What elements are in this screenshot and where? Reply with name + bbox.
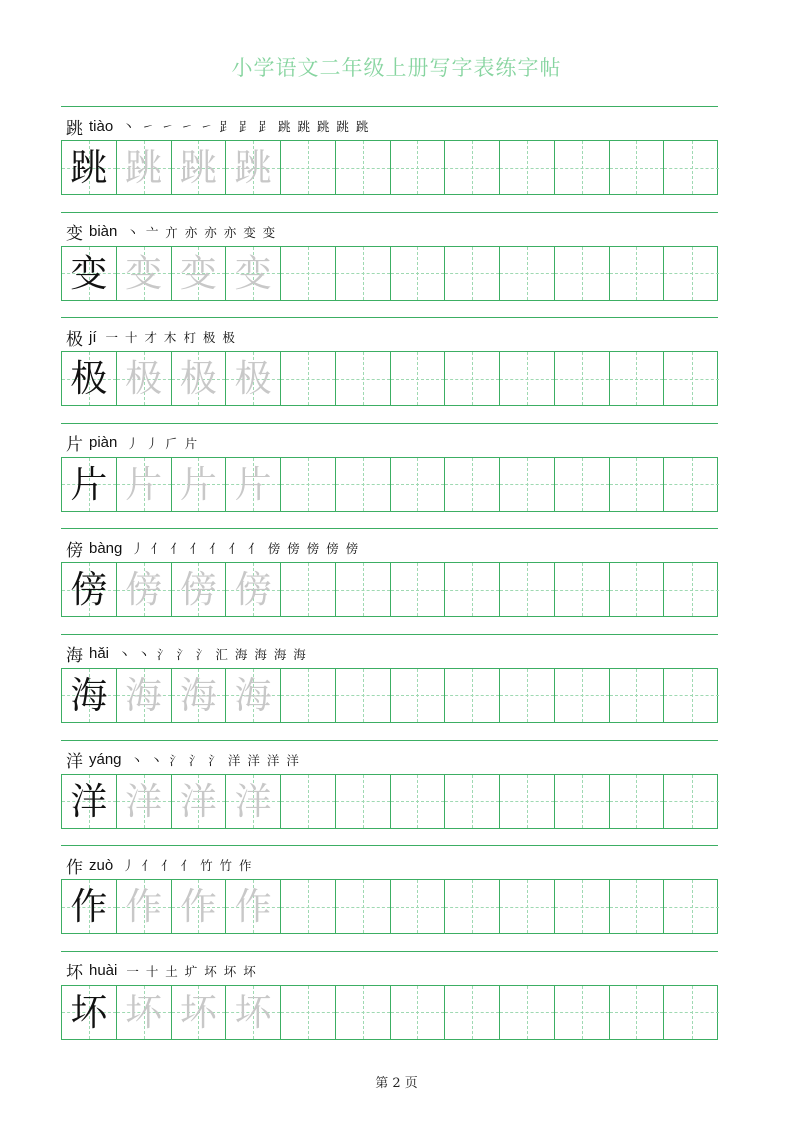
- model-cell: [226, 247, 281, 300]
- pinyin: tiào: [89, 117, 114, 135]
- practice-cell[interactable]: [664, 352, 719, 405]
- trace-character: 极: [125, 357, 163, 401]
- practice-row: [61, 106, 718, 212]
- model-cell: [117, 247, 172, 300]
- model-cell: [226, 563, 281, 616]
- practice-cell[interactable]: [336, 563, 391, 616]
- model-cell: [226, 141, 281, 194]
- practice-row: [61, 845, 718, 951]
- practice-cell[interactable]: [664, 880, 719, 933]
- row-divider: [61, 212, 718, 213]
- trace-character: 洋: [234, 779, 272, 823]
- row-header: [66, 959, 257, 983]
- model-cell: [62, 669, 117, 722]
- trace-character: 跳: [125, 146, 163, 189]
- row-divider: [61, 740, 718, 741]
- practice-cell[interactable]: [610, 986, 665, 1039]
- practice-cell[interactable]: [336, 352, 391, 405]
- practice-cell[interactable]: [391, 563, 446, 616]
- row-header: [66, 325, 236, 349]
- practice-cell[interactable]: [610, 458, 665, 511]
- practice-cell[interactable]: [500, 986, 555, 1039]
- practice-cell[interactable]: [336, 880, 391, 933]
- model-cell: [226, 458, 281, 511]
- model-cell: [226, 775, 281, 828]
- practice-cell[interactable]: [445, 458, 500, 511]
- writing-grid: [61, 774, 718, 829]
- practice-row: [61, 740, 718, 846]
- model-cell: [62, 352, 117, 405]
- practice-cell[interactable]: [555, 986, 610, 1039]
- model-character: 变: [70, 251, 108, 295]
- header-character: 作: [66, 857, 83, 878]
- model-cell: [117, 141, 172, 194]
- pinyin: piàn: [89, 434, 118, 452]
- row-header: [66, 642, 307, 666]
- model-cell: [172, 669, 227, 722]
- practice-cell[interactable]: [555, 458, 610, 511]
- practice-cell[interactable]: [391, 141, 446, 194]
- practice-cell[interactable]: [281, 775, 336, 828]
- pinyin: zuò: [89, 856, 114, 874]
- stroke-order: 一 十 才 木 朾 极 极: [105, 330, 237, 346]
- practice-cell[interactable]: [336, 247, 391, 300]
- trace-character: 作: [125, 885, 163, 929]
- row-header: [66, 431, 199, 455]
- model-character: 洋: [70, 779, 108, 823]
- row-divider: [61, 845, 718, 846]
- writing-grid: [61, 351, 718, 406]
- row-header: [66, 220, 277, 244]
- trace-character: 跳: [179, 146, 217, 189]
- writing-grid: [61, 457, 718, 512]
- model-cell: [62, 247, 117, 300]
- practice-cell[interactable]: [445, 247, 500, 300]
- writing-grid: [61, 562, 718, 617]
- model-character: 片: [70, 462, 108, 506]
- header-character: 变: [66, 224, 83, 245]
- practice-cell[interactable]: [664, 986, 719, 1039]
- stroke-order: 丶 亠 亣 亦 亦 亦 变 变: [126, 224, 277, 240]
- practice-cell[interactable]: [281, 141, 336, 194]
- row-header: [66, 536, 360, 560]
- practice-rows: [61, 106, 718, 1056]
- pinyin: bàng: [89, 539, 123, 557]
- model-cell: [172, 563, 227, 616]
- practice-cell[interactable]: [391, 986, 446, 1039]
- practice-cell[interactable]: [445, 775, 500, 828]
- row-divider: [61, 423, 718, 424]
- row-divider: [61, 951, 718, 952]
- stroke-order: 丿 丿 𠂆 片: [126, 435, 199, 451]
- practice-cell[interactable]: [555, 563, 610, 616]
- practice-cell[interactable]: [281, 458, 336, 511]
- practice-row: [61, 951, 718, 1057]
- model-cell: [226, 880, 281, 933]
- model-cell: [226, 986, 281, 1039]
- model-cell: [172, 775, 227, 828]
- model-character: 作: [70, 885, 108, 929]
- row-divider: [61, 106, 718, 107]
- pinyin: hǎi: [89, 645, 110, 663]
- trace-character: 坏: [179, 990, 217, 1034]
- practice-cell[interactable]: [555, 247, 610, 300]
- practice-cell[interactable]: [664, 563, 719, 616]
- stroke-order: 丶 ㇀ ㇀ ㇀ ㇀ 𧾷 𧾷 𧾷 跳 跳 跳 跳 跳: [122, 119, 370, 134]
- practice-row: [61, 212, 718, 318]
- trace-character: 片: [179, 462, 217, 506]
- trace-character: 极: [234, 357, 272, 401]
- stroke-order: 丿 亻 亻 亻 竹 竹 作: [122, 858, 254, 874]
- practice-cell[interactable]: [500, 775, 555, 828]
- model-cell: [117, 775, 172, 828]
- page-title: 小学语文二年级上册写字表练字帖: [231, 56, 562, 80]
- stroke-order: 丶 丶 氵 氵 氵 汇 海 海 海 海: [118, 646, 308, 662]
- row-divider: [61, 317, 718, 318]
- trace-character: 变: [234, 251, 272, 295]
- header-character: 极: [66, 329, 83, 350]
- practice-row: [61, 634, 718, 740]
- practice-cell[interactable]: [555, 880, 610, 933]
- practice-cell[interactable]: [500, 880, 555, 933]
- practice-cell[interactable]: [664, 458, 719, 511]
- practice-cell[interactable]: [281, 880, 336, 933]
- trace-character: 洋: [179, 779, 217, 823]
- practice-cell[interactable]: [445, 141, 500, 194]
- practice-cell[interactable]: [281, 563, 336, 616]
- model-character: 跳: [70, 146, 108, 189]
- practice-cell[interactable]: [281, 247, 336, 300]
- pinyin: biàn: [89, 223, 118, 241]
- practice-cell[interactable]: [391, 352, 446, 405]
- trace-character: 变: [125, 251, 163, 295]
- trace-character: 片: [234, 462, 272, 506]
- row-header: [66, 748, 300, 772]
- model-cell: [226, 352, 281, 405]
- trace-character: 傍: [234, 568, 272, 612]
- header-character: 片: [66, 435, 83, 456]
- practice-cell[interactable]: [610, 563, 665, 616]
- practice-cell[interactable]: [610, 880, 665, 933]
- model-character: 极: [70, 357, 108, 401]
- practice-cell[interactable]: [445, 352, 500, 405]
- page-number: 第 2 页: [375, 1076, 418, 1091]
- practice-cell[interactable]: [281, 352, 336, 405]
- writing-grid: [61, 668, 718, 723]
- writing-grid: [61, 879, 718, 934]
- model-cell: [62, 775, 117, 828]
- stroke-order: 一 十 土 圹 坏 坏 坏: [126, 963, 258, 979]
- row-divider: [61, 634, 718, 635]
- practice-cell[interactable]: [555, 775, 610, 828]
- practice-cell[interactable]: [281, 669, 336, 722]
- model-cell: [62, 141, 117, 194]
- trace-character: 傍: [125, 568, 163, 612]
- practice-cell[interactable]: [445, 563, 500, 616]
- model-cell: [172, 458, 227, 511]
- practice-cell[interactable]: [391, 775, 446, 828]
- model-cell: [117, 458, 172, 511]
- stroke-order: 丶 丶 氵 氵 氵 洋 洋 洋 洋: [130, 752, 301, 768]
- practice-cell[interactable]: [555, 141, 610, 194]
- header-character: 跳: [66, 118, 83, 139]
- trace-character: 跳: [234, 146, 272, 189]
- practice-cell[interactable]: [391, 880, 446, 933]
- practice-cell[interactable]: [336, 986, 391, 1039]
- practice-cell[interactable]: [500, 563, 555, 616]
- model-cell: [117, 563, 172, 616]
- practice-cell[interactable]: [336, 775, 391, 828]
- practice-cell[interactable]: [500, 352, 555, 405]
- trace-character: 片: [125, 462, 163, 506]
- trace-character: 海: [234, 673, 272, 717]
- practice-cell[interactable]: [391, 669, 446, 722]
- model-cell: [172, 141, 227, 194]
- row-divider: [61, 528, 718, 529]
- model-cell: [62, 880, 117, 933]
- practice-cell[interactable]: [610, 141, 665, 194]
- model-cell: [117, 669, 172, 722]
- pinyin: huài: [89, 962, 118, 980]
- practice-cell[interactable]: [336, 141, 391, 194]
- practice-cell[interactable]: [281, 986, 336, 1039]
- writing-grid: [61, 140, 718, 195]
- model-cell: [117, 986, 172, 1039]
- trace-character: 极: [179, 357, 217, 401]
- writing-grid: [61, 985, 718, 1040]
- writing-grid: [61, 246, 718, 301]
- trace-character: 坏: [125, 990, 163, 1034]
- stroke-order: 丿 亻 亻 亻 亻 亻 亻 傍 傍 傍 傍 傍: [131, 541, 360, 557]
- practice-cell[interactable]: [664, 141, 719, 194]
- practice-cell[interactable]: [445, 669, 500, 722]
- practice-cell[interactable]: [500, 141, 555, 194]
- practice-row: [61, 528, 718, 634]
- model-cell: [117, 880, 172, 933]
- header-character: 海: [66, 646, 83, 667]
- model-cell: [172, 986, 227, 1039]
- trace-character: 作: [179, 885, 217, 929]
- practice-cell[interactable]: [664, 247, 719, 300]
- practice-cell[interactable]: [500, 669, 555, 722]
- practice-cell[interactable]: [610, 669, 665, 722]
- practice-cell[interactable]: [445, 880, 500, 933]
- trace-character: 傍: [179, 568, 217, 612]
- row-header: [66, 114, 370, 138]
- header-character: 傍: [66, 540, 83, 561]
- header-character: 坏: [66, 963, 83, 984]
- pinyin: jí: [89, 328, 97, 346]
- practice-cell[interactable]: [500, 458, 555, 511]
- practice-row: [61, 423, 718, 529]
- model-cell: [172, 352, 227, 405]
- model-cell: [172, 247, 227, 300]
- trace-character: 洋: [125, 779, 163, 823]
- model-cell: [172, 880, 227, 933]
- practice-cell[interactable]: [391, 247, 446, 300]
- trace-character: 海: [125, 673, 163, 717]
- practice-cell[interactable]: [555, 669, 610, 722]
- practice-cell[interactable]: [610, 775, 665, 828]
- practice-cell[interactable]: [610, 247, 665, 300]
- practice-cell[interactable]: [664, 669, 719, 722]
- model-cell: [117, 352, 172, 405]
- model-cell: [226, 669, 281, 722]
- practice-cell[interactable]: [336, 669, 391, 722]
- pinyin: yáng: [89, 751, 122, 769]
- practice-row: [61, 317, 718, 423]
- model-cell: [62, 986, 117, 1039]
- practice-cell[interactable]: [336, 458, 391, 511]
- trace-character: 坏: [234, 990, 272, 1034]
- row-header: [66, 853, 253, 877]
- practice-cell[interactable]: [445, 986, 500, 1039]
- trace-character: 作: [234, 885, 272, 929]
- practice-cell[interactable]: [664, 775, 719, 828]
- model-cell: [62, 563, 117, 616]
- trace-character: 变: [179, 251, 217, 295]
- model-cell: [62, 458, 117, 511]
- model-character: 海: [70, 673, 108, 717]
- header-character: 洋: [66, 752, 83, 773]
- practice-cell[interactable]: [500, 247, 555, 300]
- practice-cell[interactable]: [555, 352, 610, 405]
- model-character: 坏: [70, 990, 108, 1034]
- practice-cell[interactable]: [610, 352, 665, 405]
- practice-cell[interactable]: [391, 458, 446, 511]
- trace-character: 海: [179, 673, 217, 717]
- model-character: 傍: [70, 568, 108, 612]
